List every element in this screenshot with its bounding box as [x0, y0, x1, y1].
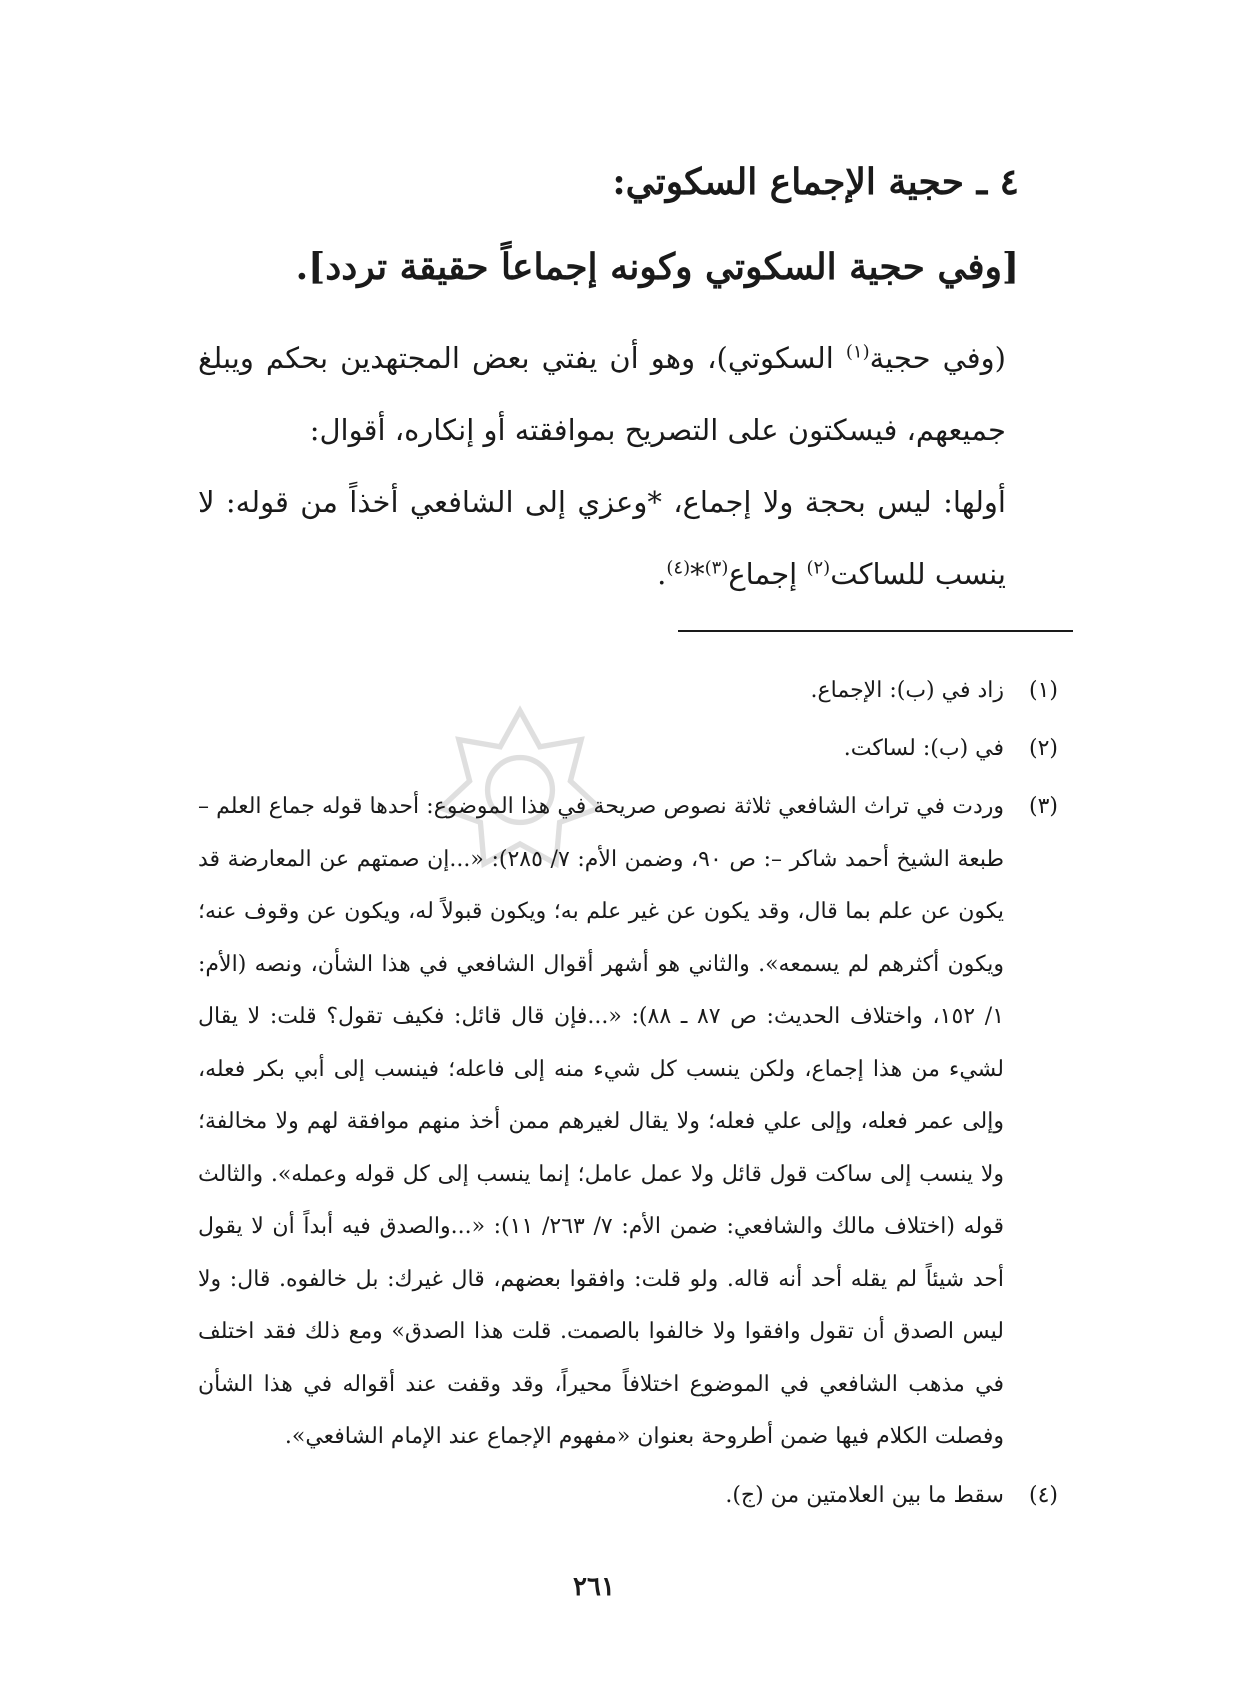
footnote-text: في (ب): لساكت.: [843, 736, 1004, 761]
paragraph-definition-rest: السكوتي)، وهو أن يفتي بعض المجتهدين بحكم ويبلغ جميعهم، فيسكتون على التصريح بموافقته أو إنكاره، أقوال:: [198, 341, 1006, 447]
footnote-divider: [678, 630, 1073, 632]
page-number: ٢٦١: [573, 1572, 615, 1602]
footnote-ref-3[interactable]: (٣): [704, 557, 729, 579]
footnote-number: (٤): [1028, 1482, 1058, 1508]
footnote-1: [198, 665, 1058, 717]
paragraph-first-opinion-mid: إجماع: [728, 557, 807, 591]
section-subheading: [وفي حجية السكوتي وكونه إجماعاً حقيقة تردد].: [295, 246, 1019, 288]
footnote-number: (١): [1028, 678, 1058, 703]
footnote-3: [198, 781, 1058, 1464]
paragraph-first-opinion-star: *: [690, 557, 705, 591]
footnote-ref-2[interactable]: (٢): [806, 557, 831, 579]
footnote-2: [198, 723, 1058, 775]
footnote-text: وردت في تراث الشافعي ثلاثة نصوص صريحة في هذا الموضوع: أحدها قوله جماع العلم – طبعة الشيخ أحمد شاكر –: ص ٩٠، وضمن الأم: ٧/ ٢٨٥): «...إن صمتهم عن المعارضة قد يكون عن علم بما قال، وقد يكون عن غير علم به؛ ويكون قبولاً له، ويكون عن وقوف عنه؛ ويكون أكثرهم لم يسمعه». والثاني هو أشهر أقوال الشافعي في هذا الشأن، ونصه (الأم: ١/ ١٥٢، واختلاف الحديث: ص ٨٧ ـ ٨٨): «...فإن قال قائل: فكيف تقول؟ قلت: لا يقال لشيء من هذا إجماع، ولكن ينسب كل شيء منه إلى فاعله؛ فينسب إلى أبي بكر فعله، وإلى عمر فعله، وإلى علي فعله؛ ولا يقال لغيرهم ممن أخذ منهم موافقة لهم ولا مخالفة؛ ولا ينسب إلى ساكت قول قائل ولا عمل عامل؛ إنما ينسب إلى كل قوله وعمله». والثالث قوله (اختلاف مالك والشافعي: ضمن الأم: ٧/ ٢٦٣/ ١١): «...والصدق فيه أبداً أن لا يقول أحد شيئاً لم يقله أحد أنه قاله. ولو قلت: وافقوا بعضهم، قال غيرك: بل خالفوه. قال: ولا ليس الصدق أن تقول وافقوا ولا خالفوا بالصمت. قلت هذا الصدق» ومع ذلك فقد اختلف في مذهب الشافعي في الموضوع اختلافاً محيراً، وقد وقفت عند أقواله في هذا الشأن وفصلت الكلام فيها ضمن أطروحة بعنوان «مفهوم الإجماع عند الإمام الشافعي».: [198, 794, 1005, 1449]
paragraph-definition-lead: (وفي حجية: [869, 341, 1006, 375]
section-heading: ٤ ـ حجية الإجماع السكوتي:: [612, 161, 1019, 203]
footnote-ref-4[interactable]: (٤): [666, 557, 691, 579]
paragraph-definition: [198, 322, 1006, 466]
paragraph-first-opinion-lead: أولها: ليس بحجة ولا إجماع، *وعزي إلى الشافعي أخذاً من قوله: لا ينسب للساكت: [198, 485, 1006, 591]
footnote-text: زاد في (ب): الإجماع.: [810, 678, 1004, 703]
footnote-number: (٢): [1028, 736, 1058, 761]
footnote-4: [198, 1470, 1058, 1522]
footnote-number: (٣): [1028, 794, 1058, 819]
paragraph-first-opinion: [198, 466, 1006, 610]
footnotes: [198, 665, 1058, 1528]
footnote-text: سقط ما بين العلامتين من (ج).: [725, 1482, 1004, 1508]
paragraph-first-opinion-tail: .: [657, 557, 667, 591]
footnote-ref-1[interactable]: (١): [845, 341, 870, 363]
